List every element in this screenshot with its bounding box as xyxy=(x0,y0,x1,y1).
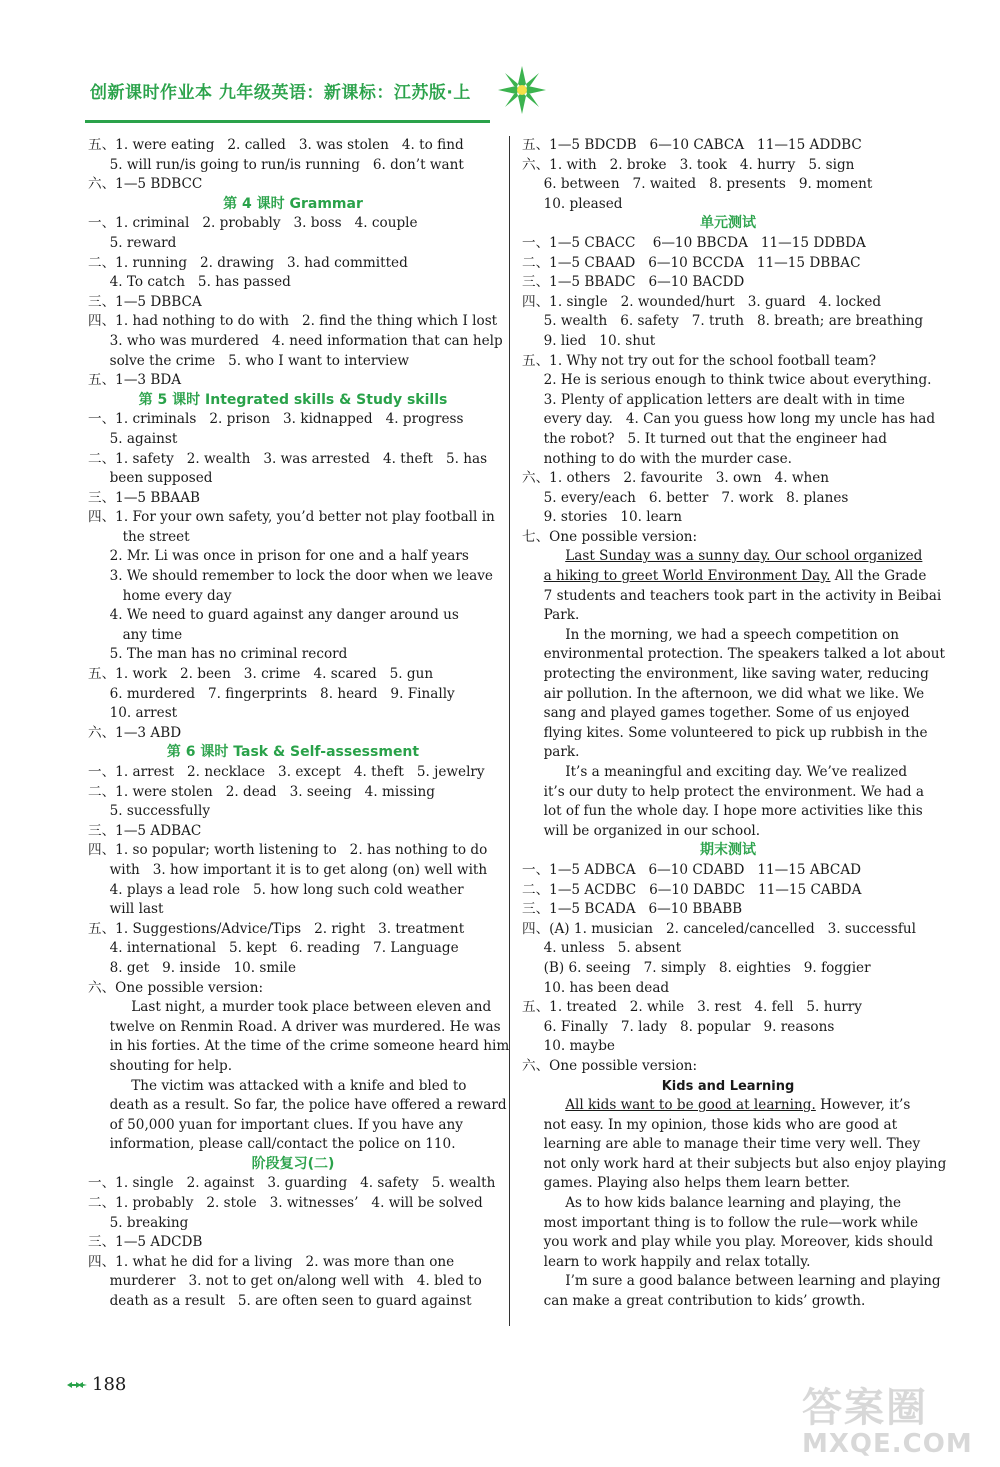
answer-line: been supposed xyxy=(88,470,213,487)
answer-line: 二、1—5 CBAAD 6—10 BCCDA 11—15 DBBAC xyxy=(522,254,861,271)
underlined-topic-sentence: Last Sunday was a sunny day. Our school organized xyxy=(565,548,923,565)
answer-line: park. xyxy=(522,744,580,761)
page-arrow-icon xyxy=(66,1380,88,1390)
answer-line: 一、1—5 ADBCA 6—10 CDABD 11—15 ABCAD xyxy=(522,861,862,878)
answer-line: 四、1. For your own safety, you’d better not play football in xyxy=(88,509,495,526)
answer-line: 一、1. criminals 2. prison 3. kidnapped 4. progress xyxy=(88,411,464,428)
watermark-top: 答案圈 xyxy=(802,1385,928,1431)
answer-line: 5. will run/is going to run/is running 6. don’t want xyxy=(88,156,464,173)
answer-line: 四、1. had nothing to do with 2. find the thing which I lost xyxy=(88,313,498,330)
answer-line: The victim was attacked with a knife and bled to xyxy=(88,1077,467,1094)
answer-line: solve the crime 5. who I want to interview xyxy=(88,352,410,369)
answer-line: 三、1—5 ADCDB xyxy=(88,1234,203,1251)
answer-line xyxy=(522,1096,934,1116)
answer-line: 9. stories 10. learn xyxy=(522,509,683,526)
answer-line: sang and played games together. Some of us enjoyed xyxy=(522,705,910,722)
section-heading: 第 5 课时 Integrated skills & Study skills xyxy=(138,391,448,408)
indent xyxy=(522,568,544,584)
section-heading: 单元测试 xyxy=(700,215,756,232)
answer-line: 4. To catch 5. has passed xyxy=(88,274,291,291)
answer-line: 3. Plenty of application letters are dealt with in time xyxy=(522,391,905,408)
answer-line: 六、1. with 2. broke 3. took 4. hurry 5. sign xyxy=(522,156,855,173)
answer-line: home every day xyxy=(88,587,232,604)
answer-line: 五、1. were eating 2. called 3. was stolen 4. to find xyxy=(88,137,464,153)
section-heading: 阶段复习(二) xyxy=(251,1155,335,1172)
answer-line: death as a result 5. are often seen to guard against xyxy=(88,1293,472,1310)
answer-line: learning are able to manage their time very well. They xyxy=(522,1136,921,1153)
answer-line: 9. lied 10. shut xyxy=(522,332,656,349)
indent xyxy=(522,548,565,564)
answer-line: 6. Finally 7. lady 8. popular 9. reasons xyxy=(522,1018,835,1035)
answer-line: I’m sure a good balance between learning and playing xyxy=(522,1273,941,1290)
answer-line: not easy. In my opinion, those kids who are good at xyxy=(522,1116,898,1133)
answer-line: 6. between 7. waited 8. presents 9. moment xyxy=(522,176,873,193)
answer-line: 六、1—5 BDBCC xyxy=(88,176,203,193)
answer-line: air pollution. In the afternoon, we did what we like. We xyxy=(522,685,925,702)
answer-line: 一、1. arrest 2. necklace 3. except 4. theft 5. jewelry xyxy=(88,764,485,780)
answer-line: 2. Mr. Li was once in prison for one and a half years xyxy=(88,548,469,565)
star-flower-icon xyxy=(496,64,548,116)
answer-line: flying kites. Some volunteered to pick up rubbish in the xyxy=(522,724,928,741)
answer-line: shouting for help. xyxy=(88,1057,233,1074)
answer-line: 二、1. probably 2. stole 3. witnesses’ 4. will be solved xyxy=(88,1195,483,1212)
answer-line: not only work hard at their subjects but also enjoy playing xyxy=(522,1155,947,1172)
answer-line: 一、1. criminal 2. probably 3. boss 4. couple xyxy=(88,215,418,232)
answer-line: 7 students and teachers took part in the activity in Beibai xyxy=(522,587,942,604)
answer-line: 4. international 5. kept 6. reading 7. Language xyxy=(88,940,459,957)
answer-line: 5. every/each 6. better 7. work 8. planes xyxy=(522,489,849,506)
answer-line: information, please call/contact the police on 110. xyxy=(88,1136,456,1153)
answer-line: protecting the environment, like saving water, reducing xyxy=(522,666,929,683)
answer-line: 5. breaking xyxy=(88,1214,189,1231)
answer-line: 四、1. so popular; worth listening to 2. has nothing to do xyxy=(88,842,488,859)
underlined-topic-sentence: All kids want to be good at learning. xyxy=(565,1097,816,1114)
answer-line: 5. reward xyxy=(88,234,177,251)
answer-line: 五、1. Suggestions/Advice/Tips 2. right 3. treatment xyxy=(88,920,465,937)
answer-line: every day. 4. Can you guess how long my uncle has had xyxy=(522,411,936,428)
page-number: 188 xyxy=(92,1374,127,1395)
answer-line: 五、1. treated 2. while 3. rest 4. fell 5. hurry xyxy=(522,999,862,1016)
answer-line: 三、1—5 BBADC 6—10 BACDD xyxy=(522,274,745,291)
answer-line: it’s our duty to help protect the environment. We had a xyxy=(522,783,924,800)
answer-line: 七、One possible version: xyxy=(522,528,698,545)
answer-line: In the morning, we had a speech competition on xyxy=(522,626,900,643)
answer-line: environmental protection. The speakers talked a lot about xyxy=(522,646,945,663)
answer-line: death as a result. So far, the police have offered a reward xyxy=(88,1097,507,1114)
answer-line: with 3. how important it is to get along (on) well with xyxy=(88,861,488,878)
underlined-topic-sentence: a hiking to greet World Environment Day. xyxy=(543,568,831,585)
column-divider xyxy=(509,136,510,1326)
answer-line: murderer 3. not to get on/along well with 4. bled to xyxy=(88,1273,482,1290)
answer-line: 二、1. were stolen 2. dead 3. seeing 4. missing xyxy=(88,783,435,800)
answer-line: any time xyxy=(88,626,183,643)
answer-line: will be organized in our school. xyxy=(522,822,761,839)
section-heading: 第 6 课时 Task & Self-assessment xyxy=(166,744,420,761)
answer-line: 4. unless 5. absent xyxy=(522,940,682,957)
answer-line: 5. The man has no criminal record xyxy=(88,646,348,663)
page-header xyxy=(60,70,660,110)
watermark-bottom: MXQE.COM xyxy=(802,1429,973,1459)
answer-line: 二、1. running 2. drawing 3. had committed xyxy=(88,254,408,271)
answer-line: 10. pleased xyxy=(522,195,623,212)
answer-line: 四、1. single 2. wounded/hurt 3. guard 4. locked xyxy=(522,293,882,310)
answer-line: 2. He is serious enough to think twice about everything. xyxy=(522,372,932,389)
answer-line: 三、1—5 BBAAB xyxy=(88,489,201,506)
answer-line: in his forties. At the time of the crime someone heard him xyxy=(88,1038,510,1055)
answer-line: 一、1. single 2. against 3. guarding 4. safety 5. wealth xyxy=(88,1175,496,1192)
answer-line: 二、1. safety 2. wealth 3. was arrested 4. theft 5. has xyxy=(88,450,488,467)
answer-line: 五、1—3 BDA xyxy=(88,372,182,389)
answer-line: most important thing is to follow the rule—work while xyxy=(522,1214,919,1231)
answer-line: 四、1. what he did for a living 2. was more than one xyxy=(88,1253,455,1270)
answer-line: 六、1. others 2. favourite 3. own 4. when xyxy=(522,470,830,487)
answer-line: will last xyxy=(88,901,164,918)
line-text: All the Grade xyxy=(830,568,927,585)
section-heading: 期末测试 xyxy=(700,842,756,859)
answer-line: nothing to do with the murder case. xyxy=(522,450,792,467)
answer-line: 三、1—5 ADBAC xyxy=(88,822,202,839)
answer-line xyxy=(522,567,934,587)
answer-line: the street xyxy=(88,528,190,545)
answer-line: 二、1—5 ACDBC 6—10 DABDC 11—15 CABDA xyxy=(522,881,862,898)
answer-line: games. Playing also helps them learn better. xyxy=(522,1175,851,1192)
answer-line: of 50,000 yuan for important clues. If you have any xyxy=(88,1116,463,1133)
answer-line: 一、1—5 CBACC 6—10 BBCDA 11—15 DDBDA xyxy=(522,234,866,251)
answer-line: 8. get 9. inside 10. smile xyxy=(88,959,297,976)
answer-line: 10. arrest xyxy=(88,705,178,722)
answer-line: 5. wealth 6. safety 7. truth 8. breath; are breathing xyxy=(522,313,924,330)
answer-line: 10. has been dead xyxy=(522,979,670,996)
answer-line: the robot? 5. It turned out that the engineer had xyxy=(522,430,887,447)
answer-line: 四、(A) 1. musician 2. canceled/cancelled 3. successful xyxy=(522,920,916,937)
answer-line: 10. maybe xyxy=(522,1038,615,1055)
answer-line: twelve on Renmin Road. A driver was murdered. He was xyxy=(88,1018,501,1035)
answer-line: 4. plays a lead role 5. how long such cold weather xyxy=(88,881,464,898)
answer-line xyxy=(522,547,934,567)
answer-line: 六、One possible version: xyxy=(522,1057,698,1074)
answer-line: 5. successfully xyxy=(88,803,211,820)
answer-line: 3. who was murdered 4. need information that can help xyxy=(88,332,503,349)
answer-line: 五、1—5 BDCDB 6—10 CABCA 11—15 ADDBC xyxy=(522,137,862,153)
answer-line: 6. murdered 7. fingerprints 8. heard 9. Finally xyxy=(88,685,455,702)
answer-line: (B) 6. seeing 7. simply 8. eighties 9. foggier xyxy=(522,959,871,976)
section-heading: 第 4 课时 Grammar xyxy=(223,195,363,212)
watermark-logo xyxy=(802,1376,987,1458)
line-text: However, it’s xyxy=(815,1097,911,1114)
answer-line: Park. xyxy=(522,607,580,624)
answer-line: you work and play while you play. Moreover, kids should xyxy=(522,1234,934,1251)
answer-line: 五、1. work 2. been 3. crime 4. scared 5. gun xyxy=(88,666,434,683)
left-column xyxy=(88,136,510,1312)
answer-line: 3. We should remember to lock the door when we leave xyxy=(88,568,493,585)
answer-line: As to how kids balance learning and playing, the xyxy=(522,1195,902,1212)
answer-line: 六、One possible version: xyxy=(88,979,264,996)
answer-line: Last night, a murder took place between eleven and xyxy=(88,999,492,1016)
right-column xyxy=(522,136,947,1312)
answer-line: learn to work happily and relax totally. xyxy=(522,1253,811,1270)
answer-line: can make a great contribution to kids’ growth. xyxy=(522,1293,866,1310)
book-title: 创新课时作业本 九年级英语：新课标：江苏版·上 xyxy=(90,83,471,103)
answer-line: 4. We need to guard against any danger around us xyxy=(88,607,459,624)
header-rule xyxy=(85,120,490,123)
answer-line: 5. against xyxy=(88,430,178,447)
essay-title: Kids and Learning xyxy=(661,1078,795,1094)
answer-line: 五、1. Why not try out for the school football team? xyxy=(522,352,877,369)
answer-line: lot of fun the whole day. I hope more activities like this xyxy=(522,803,923,820)
answer-line: 三、1—5 DBBCA xyxy=(88,293,202,310)
answer-line: 三、1—5 BCADA 6—10 BBABB xyxy=(522,901,743,918)
answer-line: 六、1—3 ABD xyxy=(88,724,182,741)
indent xyxy=(522,1097,565,1113)
answer-line: It’s a meaningful and exciting day. We’ve realized xyxy=(522,764,908,780)
